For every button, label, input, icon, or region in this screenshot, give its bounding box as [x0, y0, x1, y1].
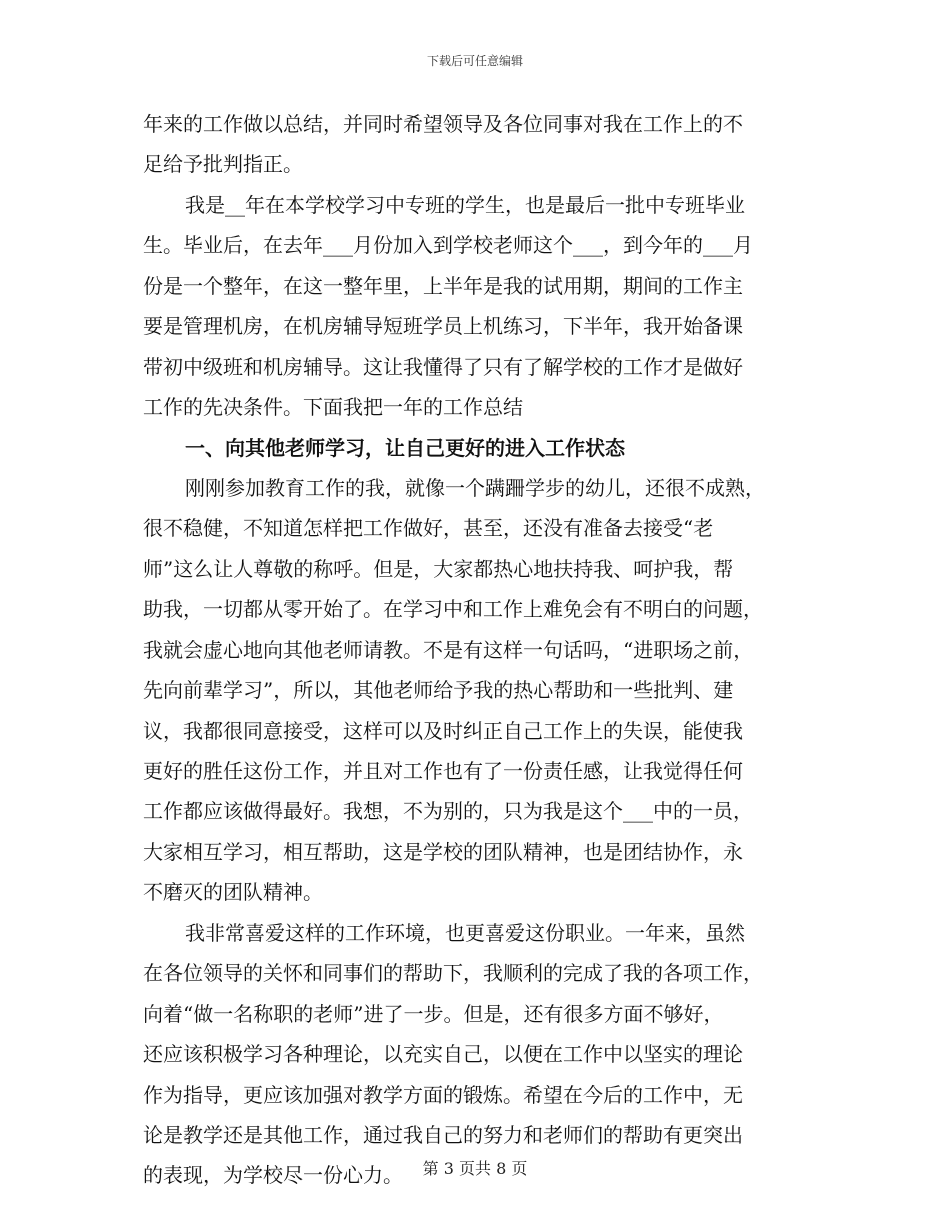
body-text-line: 我是__年在本学校学习中专班的学生，也是最后一批中专班毕业 [185, 192, 745, 217]
body-text-line: 在各位领导的关怀和同事们的帮助下，我顺利的完成了我的各项工作， [143, 961, 763, 986]
body-text-line: 工作都应该做得最好。我想，不为别的，只为我是这个___中的一员， [143, 799, 753, 824]
body-text-line: 很不稳健，不知道怎样把工作做好，甚至，还没有准备去接受“老 [143, 516, 714, 541]
body-text-line: 师”这么让人尊敬的称呼。但是，大家都热心地扶持我、呵护我，帮 [143, 556, 734, 581]
body-text-line: 刚刚参加教育工作的我，就像一个蹒跚学步的幼儿，还很不成熟， [185, 475, 765, 500]
body-text-line: 年来的工作做以总结，并同时希望领导及各位同事对我在工作上的不 [143, 112, 743, 136]
body-text-line: 要是管理机房，在机房辅导短班学员上机练习，下半年，我开始备课 [143, 314, 743, 339]
body-text-line: 的表现，为学校尽一份心力。 [143, 1163, 403, 1188]
body-text-line: 作为指导，更应该加强对教学方面的锻炼。希望在今后的工作中，无 [143, 1082, 743, 1107]
page-header: 下载后可任意编辑 [426, 54, 523, 68]
body-text-line: 足给予批判指正。 [143, 152, 303, 177]
body-text-line: 大家相互学习，相互帮助，这是学校的团队精神，也是团结协作，永 [143, 839, 743, 864]
body-text-line: 议，我都很同意接受，这样可以及时纠正自己工作上的失误，能使我 [143, 718, 743, 743]
body-text-line: 工作的先决条件。下面我把一年的工作总结 [143, 395, 523, 420]
body-text-line: 论是教学还是其他工作，通过我自己的努力和老师们的帮助有更突出 [143, 1122, 743, 1147]
body-text-line: 生。毕业后，在去年___月份加入到学校老师这个___，到今年的___月 [143, 233, 753, 258]
page-number-footer: 第 3 页共 8 页 [422, 1159, 528, 1178]
body-text-line: 更好的胜任这份工作，并且对工作也有了一份责任感，让我觉得任何 [143, 759, 743, 783]
body-text-line: 我就会虚心地向其他老师请教。不是有这样一句话吗，“进职场之前， [143, 637, 754, 662]
body-text-line: 不磨灭的团队精神。 [143, 880, 323, 905]
section-heading: 一、向其他老师学习，让自己更好的进入工作状态 [185, 435, 625, 460]
body-text-line: 还应该积极学习各种理论，以充实自己，以便在工作中以坚实的理论 [143, 1042, 743, 1067]
body-text-line: 向着“做一名称职的老师”进了一步。但是，还有很多方面不够好， [143, 1001, 724, 1026]
body-text-line: 先向前辈学习”，所以，其他老师给予我的热心帮助和一些批判、建 [143, 678, 734, 703]
body-text-line: 份是一个整年，在这一整年里，上半年是我的试用期，期间的工作主 [143, 273, 743, 298]
body-text-line: 助我，一切都从零开始了。在学习中和工作上难免会有不明白的问题， [143, 597, 763, 622]
document-body [143, 104, 807, 1196]
body-text-line: 带初中级班和机房辅导。这让我懂得了只有了解学校的工作才是做好 [143, 354, 743, 379]
body-text-line: 我非常喜爱这样的工作环境，也更喜爱这份职业。一年来，虽然 [185, 920, 745, 945]
